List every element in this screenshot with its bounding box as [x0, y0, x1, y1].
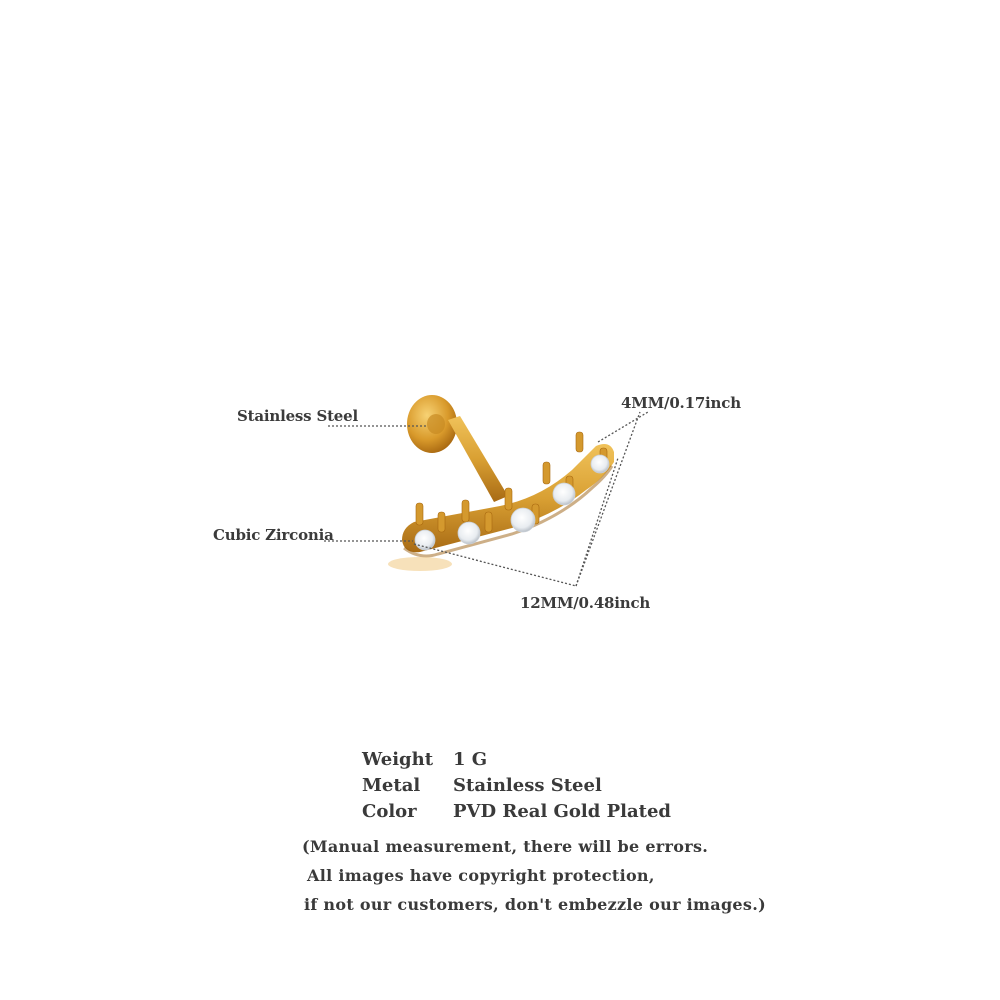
spec-key: Weight [362, 749, 434, 770]
spec-key: Metal [362, 775, 421, 796]
dimension-lines [324, 412, 648, 586]
back-disc-center [427, 414, 445, 434]
spec-value: 1 G [453, 749, 488, 770]
stone-callout-label: Cubic Zirconia [213, 526, 334, 544]
spec-table [362, 747, 671, 825]
spec-key: Color [362, 801, 417, 822]
spec-row-color [362, 799, 671, 825]
height-dimension-label: 4MM/0.17inch [621, 394, 741, 412]
note-line: All images have copyright protection, [307, 866, 655, 885]
material-callout-label: Stainless Steel [237, 407, 358, 425]
spec-row-weight [362, 747, 671, 773]
reflection [388, 557, 452, 571]
spec-value: Stainless Steel [453, 775, 602, 796]
spec-row-metal [362, 773, 671, 799]
note-line: if not our customers, don't embezzle our images.) [304, 895, 766, 914]
spec-value: PVD Real Gold Plated [453, 801, 672, 822]
post-bar [448, 416, 508, 502]
length-dimension-label: 12MM/0.48inch [520, 594, 651, 612]
disclaimer-notes [302, 832, 766, 919]
note-line: (Manual measurement, there will be errors. [302, 837, 709, 856]
